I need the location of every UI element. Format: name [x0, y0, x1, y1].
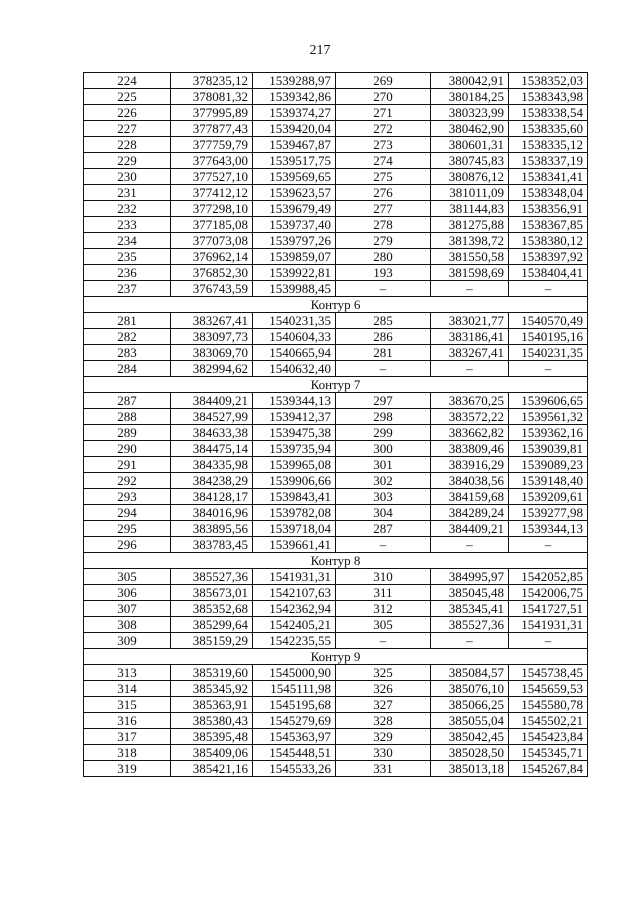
point-number: 226 — [84, 105, 171, 121]
x-coordinate: 376852,30 — [171, 265, 253, 281]
x-coordinate: 383670,25 — [431, 393, 509, 409]
table-row — [84, 137, 588, 153]
x-coordinate: 376962,14 — [171, 249, 253, 265]
table-row — [84, 713, 588, 729]
point-number: 231 — [84, 185, 171, 201]
point-number: – — [336, 361, 431, 377]
contour-title: Контур 7 — [84, 377, 588, 393]
point-number: 280 — [336, 249, 431, 265]
point-number: 327 — [336, 697, 431, 713]
x-coordinate: 384038,56 — [431, 473, 509, 489]
table-row — [84, 249, 588, 265]
y-coordinate: 1540231,35 — [509, 345, 588, 361]
point-number: 230 — [84, 169, 171, 185]
y-coordinate: 1539374,27 — [253, 105, 336, 121]
y-coordinate: 1539843,41 — [253, 489, 336, 505]
y-coordinate: 1538338,54 — [509, 105, 588, 121]
table-row — [84, 633, 588, 649]
y-coordinate: 1539148,40 — [509, 473, 588, 489]
x-coordinate: 384016,96 — [171, 505, 253, 521]
x-coordinate: 383783,45 — [171, 537, 253, 553]
point-number: 287 — [336, 521, 431, 537]
contour-title: Контур 8 — [84, 553, 588, 569]
point-number: 325 — [336, 665, 431, 681]
y-coordinate: 1539288,97 — [253, 73, 336, 89]
x-coordinate: 385084,57 — [431, 665, 509, 681]
y-coordinate: 1545533,26 — [253, 761, 336, 777]
y-coordinate: 1538348,04 — [509, 185, 588, 201]
point-number: 288 — [84, 409, 171, 425]
x-coordinate: 384335,98 — [171, 457, 253, 473]
x-coordinate: 383916,29 — [431, 457, 509, 473]
y-coordinate: 1545111,98 — [253, 681, 336, 697]
y-coordinate: 1539797,26 — [253, 233, 336, 249]
contour-title: Контур 6 — [84, 297, 588, 313]
y-coordinate: 1539782,08 — [253, 505, 336, 521]
y-coordinate: 1539718,04 — [253, 521, 336, 537]
y-coordinate: 1539344,13 — [509, 521, 588, 537]
point-number: 294 — [84, 505, 171, 521]
point-number: 278 — [336, 217, 431, 233]
point-number: 299 — [336, 425, 431, 441]
y-coordinate: 1539209,61 — [509, 489, 588, 505]
y-coordinate: 1539467,87 — [253, 137, 336, 153]
table-row — [84, 505, 588, 521]
x-coordinate: 383809,46 — [431, 441, 509, 457]
table-row — [84, 585, 588, 601]
table-row — [84, 537, 588, 553]
y-coordinate: 1538380,12 — [509, 233, 588, 249]
x-coordinate: 384527,99 — [171, 409, 253, 425]
x-coordinate: 380462,90 — [431, 121, 509, 137]
y-coordinate: 1538397,92 — [509, 249, 588, 265]
y-coordinate: 1539561,32 — [509, 409, 588, 425]
x-coordinate: 377412,12 — [171, 185, 253, 201]
point-number: 269 — [336, 73, 431, 89]
y-coordinate: 1539965,08 — [253, 457, 336, 473]
table-row — [84, 153, 588, 169]
y-coordinate: 1540195,16 — [509, 329, 588, 345]
x-coordinate: 385345,92 — [171, 681, 253, 697]
y-coordinate: 1545423,84 — [509, 729, 588, 745]
y-coordinate: 1539475,38 — [253, 425, 336, 441]
point-number: 304 — [336, 505, 431, 521]
y-coordinate: 1545580,78 — [509, 697, 588, 713]
point-number: 302 — [336, 473, 431, 489]
table-row — [84, 393, 588, 409]
table-row — [84, 73, 588, 89]
x-coordinate: 381598,69 — [431, 265, 509, 281]
y-coordinate: 1540570,49 — [509, 313, 588, 329]
y-coordinate: 1539344,13 — [253, 393, 336, 409]
table-row — [84, 281, 588, 297]
table-row — [84, 345, 588, 361]
y-coordinate: 1542052,85 — [509, 569, 588, 585]
x-coordinate: 385409,06 — [171, 745, 253, 761]
y-coordinate: 1545345,71 — [509, 745, 588, 761]
y-coordinate: 1539420,04 — [253, 121, 336, 137]
point-number: 309 — [84, 633, 171, 649]
x-coordinate: 381550,58 — [431, 249, 509, 265]
point-number: 310 — [336, 569, 431, 585]
table-row — [84, 601, 588, 617]
y-coordinate: 1542362,94 — [253, 601, 336, 617]
x-coordinate: 380876,12 — [431, 169, 509, 185]
table-row — [84, 617, 588, 633]
x-coordinate: 381275,88 — [431, 217, 509, 233]
point-number: 307 — [84, 601, 171, 617]
y-coordinate: 1545363,97 — [253, 729, 336, 745]
y-coordinate: 1545502,21 — [509, 713, 588, 729]
x-coordinate: 385055,04 — [431, 713, 509, 729]
y-coordinate: 1541931,31 — [509, 617, 588, 633]
point-number: 281 — [84, 313, 171, 329]
y-coordinate: 1539737,40 — [253, 217, 336, 233]
point-number: 313 — [84, 665, 171, 681]
point-number: 290 — [84, 441, 171, 457]
x-coordinate: 385673,01 — [171, 585, 253, 601]
x-coordinate: 385299,64 — [171, 617, 253, 633]
y-coordinate: 1545000,90 — [253, 665, 336, 681]
x-coordinate: – — [431, 633, 509, 649]
point-number: 228 — [84, 137, 171, 153]
x-coordinate: 383267,41 — [171, 313, 253, 329]
point-number: 326 — [336, 681, 431, 697]
point-number: 270 — [336, 89, 431, 105]
table-row — [84, 681, 588, 697]
table-row — [84, 201, 588, 217]
x-coordinate: 385045,48 — [431, 585, 509, 601]
table-row — [84, 233, 588, 249]
table-row — [84, 425, 588, 441]
y-coordinate: 1539661,41 — [253, 537, 336, 553]
table-row — [84, 761, 588, 777]
point-number: 318 — [84, 745, 171, 761]
point-number: 292 — [84, 473, 171, 489]
y-coordinate: 1539679,49 — [253, 201, 336, 217]
x-coordinate: – — [431, 281, 509, 297]
x-coordinate: 377995,89 — [171, 105, 253, 121]
table-row — [84, 473, 588, 489]
y-coordinate: 1542107,63 — [253, 585, 336, 601]
x-coordinate: – — [431, 361, 509, 377]
x-coordinate: 385527,36 — [171, 569, 253, 585]
point-number: 330 — [336, 745, 431, 761]
y-coordinate: 1539362,16 — [509, 425, 588, 441]
point-number: 225 — [84, 89, 171, 105]
point-number: 274 — [336, 153, 431, 169]
table-row — [84, 89, 588, 105]
point-number: 272 — [336, 121, 431, 137]
x-coordinate: 380323,99 — [431, 105, 509, 121]
y-coordinate: 1538343,98 — [509, 89, 588, 105]
point-number: 305 — [336, 617, 431, 633]
y-coordinate: 1538356,91 — [509, 201, 588, 217]
x-coordinate: 384995,97 — [431, 569, 509, 585]
point-number: 233 — [84, 217, 171, 233]
y-coordinate: 1539569,65 — [253, 169, 336, 185]
point-number: 287 — [84, 393, 171, 409]
x-coordinate: 385042,45 — [431, 729, 509, 745]
x-coordinate: 383267,41 — [431, 345, 509, 361]
point-number: 236 — [84, 265, 171, 281]
table-row — [84, 329, 588, 345]
x-coordinate: 377527,10 — [171, 169, 253, 185]
x-coordinate: 381011,09 — [431, 185, 509, 201]
point-number: 331 — [336, 761, 431, 777]
table-row — [84, 521, 588, 537]
point-number: 289 — [84, 425, 171, 441]
y-coordinate: – — [509, 633, 588, 649]
point-number: 275 — [336, 169, 431, 185]
y-coordinate: 1540632,40 — [253, 361, 336, 377]
x-coordinate: 380745,83 — [431, 153, 509, 169]
x-coordinate: 385395,48 — [171, 729, 253, 745]
point-number: 224 — [84, 73, 171, 89]
x-coordinate: 377073,08 — [171, 233, 253, 249]
x-coordinate: 385159,29 — [171, 633, 253, 649]
x-coordinate: 384289,24 — [431, 505, 509, 521]
coordinates-table-body — [84, 73, 588, 777]
point-number: 286 — [336, 329, 431, 345]
point-number: 237 — [84, 281, 171, 297]
point-number: 193 — [336, 265, 431, 281]
x-coordinate: 382994,62 — [171, 361, 253, 377]
y-coordinate: 1538404,41 — [509, 265, 588, 281]
x-coordinate: 384633,38 — [171, 425, 253, 441]
x-coordinate: 383069,70 — [171, 345, 253, 361]
point-number: 312 — [336, 601, 431, 617]
y-coordinate: 1545279,69 — [253, 713, 336, 729]
point-number: 271 — [336, 105, 431, 121]
contour-title: Контур 9 — [84, 649, 588, 665]
point-number: 300 — [336, 441, 431, 457]
point-number: 229 — [84, 153, 171, 169]
y-coordinate: 1545448,51 — [253, 745, 336, 761]
table-row — [84, 665, 588, 681]
y-coordinate: 1541727,51 — [509, 601, 588, 617]
x-coordinate: 385013,18 — [431, 761, 509, 777]
y-coordinate: 1538352,03 — [509, 73, 588, 89]
table-row — [84, 569, 588, 585]
point-number: 316 — [84, 713, 171, 729]
point-number: 235 — [84, 249, 171, 265]
x-coordinate: 383021,77 — [431, 313, 509, 329]
x-coordinate: 377759,79 — [171, 137, 253, 153]
x-coordinate: 385380,43 — [171, 713, 253, 729]
point-number: 285 — [336, 313, 431, 329]
point-number: 301 — [336, 457, 431, 473]
y-coordinate: 1539089,23 — [509, 457, 588, 473]
point-number: 234 — [84, 233, 171, 249]
point-number: 227 — [84, 121, 171, 137]
x-coordinate: 384409,21 — [171, 393, 253, 409]
x-coordinate: 385345,41 — [431, 601, 509, 617]
y-coordinate: 1538335,12 — [509, 137, 588, 153]
point-number: 295 — [84, 521, 171, 537]
y-coordinate: – — [509, 281, 588, 297]
y-coordinate: 1539606,65 — [509, 393, 588, 409]
y-coordinate: 1538337,19 — [509, 153, 588, 169]
point-number: 279 — [336, 233, 431, 249]
y-coordinate: 1539735,94 — [253, 441, 336, 457]
table-row — [84, 313, 588, 329]
point-number: 232 — [84, 201, 171, 217]
table-row — [84, 217, 588, 233]
x-coordinate: – — [431, 537, 509, 553]
x-coordinate: 381144,83 — [431, 201, 509, 217]
x-coordinate: 385076,10 — [431, 681, 509, 697]
point-number: 328 — [336, 713, 431, 729]
page-number: 217 — [309, 43, 331, 58]
point-number: 297 — [336, 393, 431, 409]
point-number: – — [336, 633, 431, 649]
table-row — [84, 745, 588, 761]
y-coordinate: 1541931,31 — [253, 569, 336, 585]
y-coordinate: 1538367,85 — [509, 217, 588, 233]
point-number: 314 — [84, 681, 171, 697]
y-coordinate: 1538335,60 — [509, 121, 588, 137]
y-coordinate: 1539922,81 — [253, 265, 336, 281]
x-coordinate: 376743,59 — [171, 281, 253, 297]
point-number: 306 — [84, 585, 171, 601]
x-coordinate: 385319,60 — [171, 665, 253, 681]
point-number: – — [336, 281, 431, 297]
point-number: 311 — [336, 585, 431, 601]
point-number: 282 — [84, 329, 171, 345]
contour-header-row — [84, 553, 588, 569]
x-coordinate: 385028,50 — [431, 745, 509, 761]
point-number: 291 — [84, 457, 171, 473]
point-number: 305 — [84, 569, 171, 585]
y-coordinate: 1539039,81 — [509, 441, 588, 457]
point-number: 276 — [336, 185, 431, 201]
x-coordinate: 385066,25 — [431, 697, 509, 713]
y-coordinate: 1545267,84 — [509, 761, 588, 777]
x-coordinate: 383895,56 — [171, 521, 253, 537]
y-coordinate: 1539906,66 — [253, 473, 336, 489]
x-coordinate: 377185,08 — [171, 217, 253, 233]
y-coordinate: – — [509, 537, 588, 553]
contour-header-row — [84, 297, 588, 313]
x-coordinate: 383572,22 — [431, 409, 509, 425]
y-coordinate: 1545659,53 — [509, 681, 588, 697]
point-number: 319 — [84, 761, 171, 777]
y-coordinate: 1539517,75 — [253, 153, 336, 169]
x-coordinate: 380042,91 — [431, 73, 509, 89]
y-coordinate: 1538341,41 — [509, 169, 588, 185]
x-coordinate: 377298,10 — [171, 201, 253, 217]
x-coordinate: 384409,21 — [431, 521, 509, 537]
point-number: 317 — [84, 729, 171, 745]
table-row — [84, 265, 588, 281]
x-coordinate: 383662,82 — [431, 425, 509, 441]
point-number: 284 — [84, 361, 171, 377]
x-coordinate: 384128,17 — [171, 489, 253, 505]
y-coordinate: 1539412,37 — [253, 409, 336, 425]
point-number: 303 — [336, 489, 431, 505]
point-number: 308 — [84, 617, 171, 633]
x-coordinate: 377643,00 — [171, 153, 253, 169]
table-row — [84, 361, 588, 377]
x-coordinate: 380184,25 — [431, 89, 509, 105]
x-coordinate: 380601,31 — [431, 137, 509, 153]
coordinates-table — [83, 72, 588, 777]
x-coordinate: 383186,41 — [431, 329, 509, 345]
x-coordinate: 378235,12 — [171, 73, 253, 89]
table-row — [84, 409, 588, 425]
x-coordinate: 384238,29 — [171, 473, 253, 489]
table-row — [84, 185, 588, 201]
contour-header-row — [84, 377, 588, 393]
x-coordinate: 385352,68 — [171, 601, 253, 617]
x-coordinate: 383097,73 — [171, 329, 253, 345]
table-row — [84, 121, 588, 137]
table-row — [84, 697, 588, 713]
contour-header-row — [84, 649, 588, 665]
point-number: 298 — [336, 409, 431, 425]
y-coordinate: 1545738,45 — [509, 665, 588, 681]
point-number: 273 — [336, 137, 431, 153]
y-coordinate: 1540604,33 — [253, 329, 336, 345]
y-coordinate: – — [509, 361, 588, 377]
x-coordinate: 378081,32 — [171, 89, 253, 105]
table-row — [84, 457, 588, 473]
x-coordinate: 384159,68 — [431, 489, 509, 505]
point-number: 296 — [84, 537, 171, 553]
y-coordinate: 1540665,94 — [253, 345, 336, 361]
y-coordinate: 1539623,57 — [253, 185, 336, 201]
x-coordinate: 377877,43 — [171, 121, 253, 137]
x-coordinate: 385363,91 — [171, 697, 253, 713]
x-coordinate: 381398,72 — [431, 233, 509, 249]
y-coordinate: 1539277,98 — [509, 505, 588, 521]
x-coordinate: 384475,14 — [171, 441, 253, 457]
point-number: – — [336, 537, 431, 553]
table-row — [84, 441, 588, 457]
x-coordinate: 385421,16 — [171, 761, 253, 777]
table-row — [84, 105, 588, 121]
point-number: 293 — [84, 489, 171, 505]
point-number: 283 — [84, 345, 171, 361]
y-coordinate: 1542235,55 — [253, 633, 336, 649]
table-row — [84, 489, 588, 505]
y-coordinate: 1539859,07 — [253, 249, 336, 265]
point-number: 281 — [336, 345, 431, 361]
y-coordinate: 1545195,68 — [253, 697, 336, 713]
table-row — [84, 169, 588, 185]
y-coordinate: 1540231,35 — [253, 313, 336, 329]
table-row — [84, 729, 588, 745]
x-coordinate: 385527,36 — [431, 617, 509, 633]
y-coordinate: 1539342,86 — [253, 89, 336, 105]
y-coordinate: 1542405,21 — [253, 617, 336, 633]
y-coordinate: 1542006,75 — [509, 585, 588, 601]
point-number: 329 — [336, 729, 431, 745]
y-coordinate: 1539988,45 — [253, 281, 336, 297]
point-number: 277 — [336, 201, 431, 217]
point-number: 315 — [84, 697, 171, 713]
